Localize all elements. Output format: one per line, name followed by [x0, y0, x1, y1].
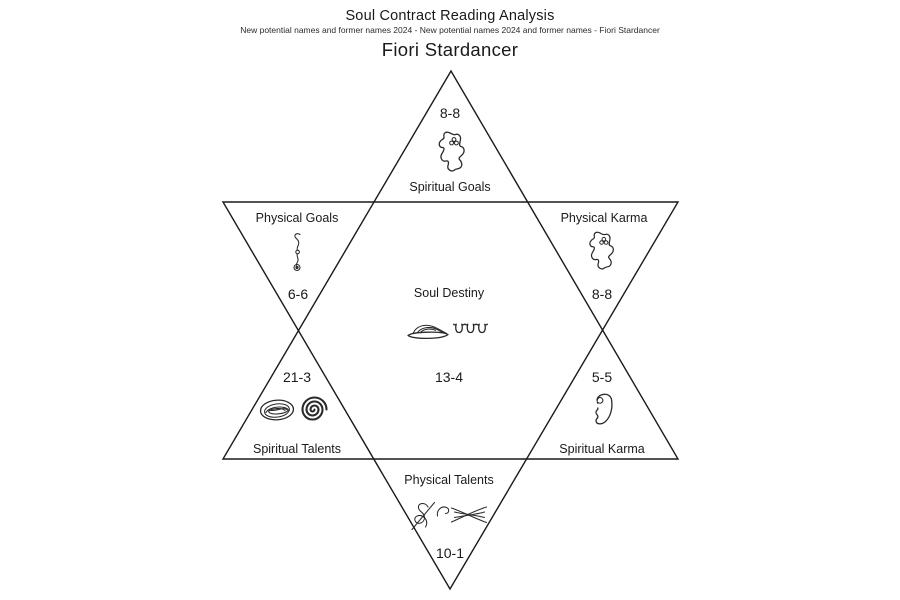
spiritual-karma-value: 5-5 [591, 369, 613, 385]
soul-destiny-label: Soul Destiny [413, 286, 485, 300]
physical-karma-value: 8-8 [591, 286, 613, 302]
soul-destiny-value: 13-4 [434, 369, 464, 385]
physical-talents-label: Physical Talents [404, 473, 494, 487]
spiritual-talents-label: Spiritual Talents [252, 442, 342, 456]
triple-u-sigil-icon [453, 322, 488, 335]
spiritual-karma-label: Spiritual Karma [559, 442, 645, 456]
spiritual-goals-value: 8-8 [439, 105, 461, 121]
crosshatch-sigil-icon [451, 504, 487, 526]
physical-goals-label: Physical Goals [255, 211, 339, 225]
squiggle-spiral-sigil-icon [289, 232, 305, 272]
spiral-sigil-icon [297, 394, 328, 425]
loop-slash-sigil-icon [409, 500, 437, 532]
ear-sigil-icon [586, 391, 614, 430]
physical-goals-value: 6-6 [287, 286, 309, 302]
blob-trefoil-sigil-icon [433, 130, 469, 174]
page-title: Soul Contract Reading Analysis [345, 8, 555, 24]
spiritual-talents-value: 21-3 [282, 369, 312, 385]
client-name: Fiori Stardancer [381, 39, 519, 60]
page-subtitle: New potential names and former names 2024 - New potential names 2024 and former names - Fiori Stardancer [240, 25, 660, 35]
wave-loaf-sigil-icon [406, 320, 450, 342]
oval-scribble-sigil-icon [259, 398, 295, 422]
blob-trefoil-sigil-icon [584, 230, 618, 272]
physical-talents-value: 10-1 [435, 545, 465, 561]
spiritual-goals-label: Spiritual Goals [409, 180, 491, 194]
hook-sigil-icon [436, 504, 451, 518]
physical-karma-label: Physical Karma [560, 211, 648, 225]
